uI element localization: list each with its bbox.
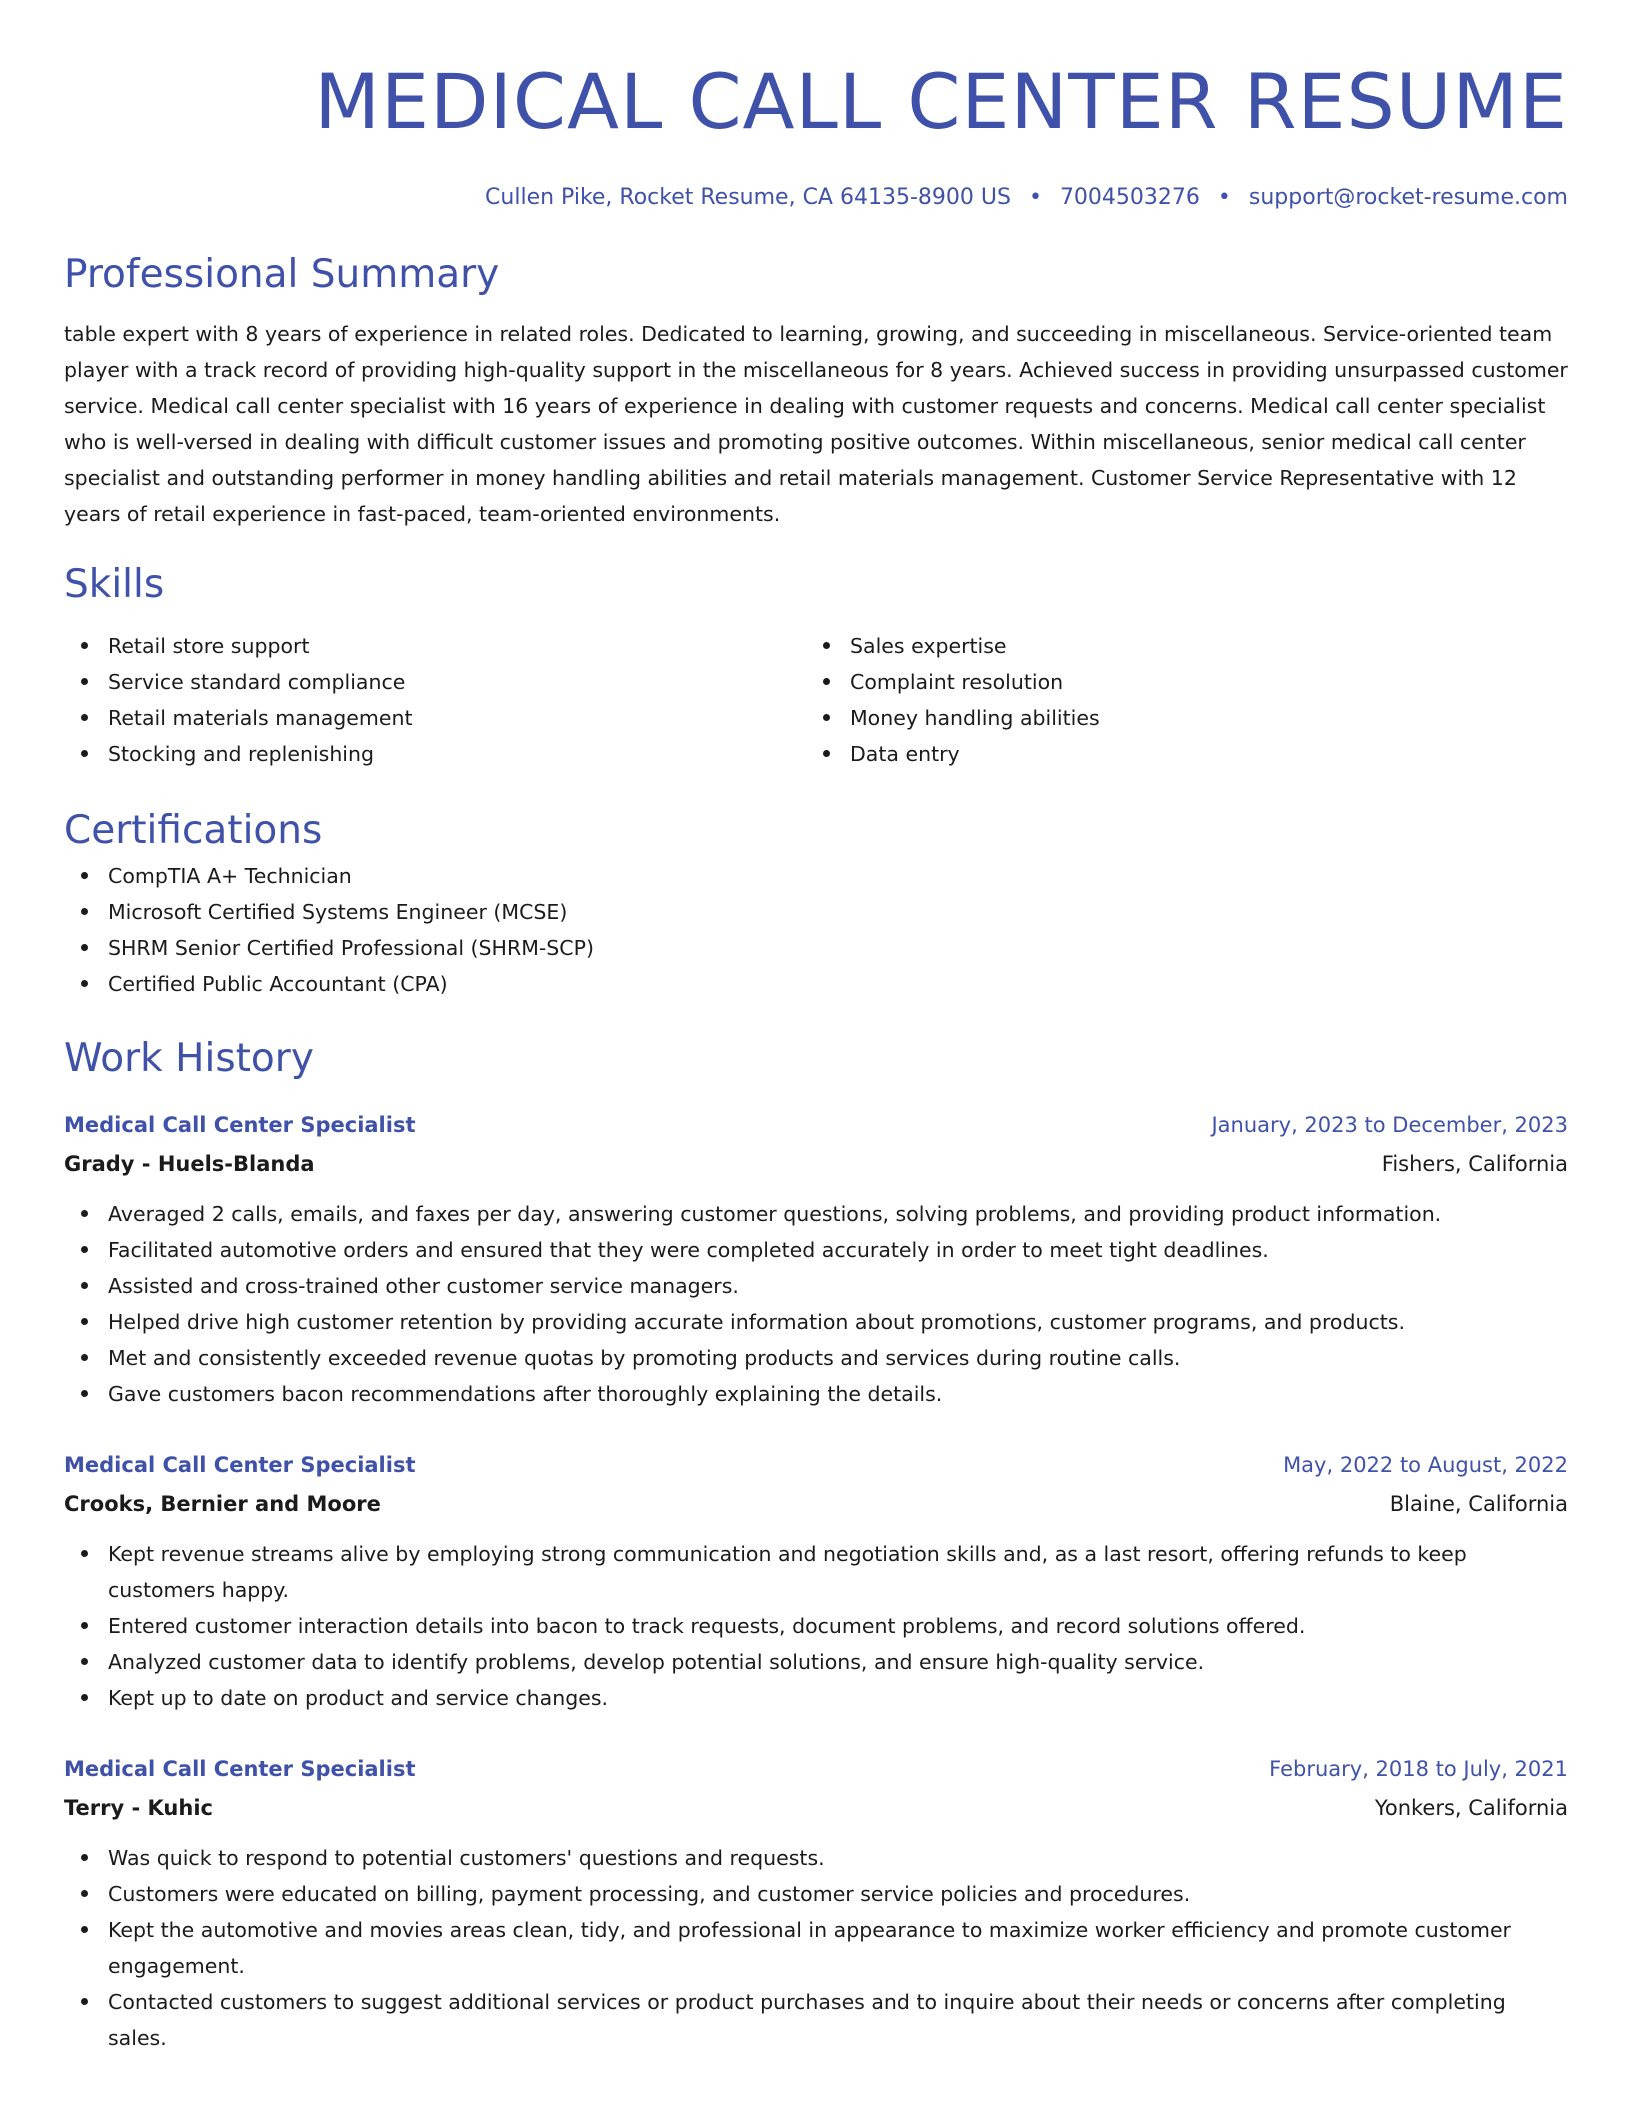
skill-item: Service standard compliance xyxy=(64,664,806,700)
certification-item: CompTIA A+ Technician xyxy=(64,858,1568,894)
summary-heading: Professional Summary xyxy=(64,252,500,297)
job-role: Medical Call Center Specialist xyxy=(64,1757,416,1781)
skills-column-right xyxy=(806,628,1548,772)
job-company: Crooks, Bernier and Moore xyxy=(64,1492,381,1516)
work-history-heading: Work History xyxy=(64,1036,314,1081)
contact-separator: • xyxy=(1217,185,1231,210)
job-header-row xyxy=(64,1106,1568,1144)
work-history-section xyxy=(64,1032,1568,2056)
job-entry xyxy=(64,1446,1568,1716)
certifications-heading: Certifications xyxy=(64,808,323,853)
skill-item: Complaint resolution xyxy=(806,664,1548,700)
job-bullet: Kept revenue streams alive by employing strong communication and negotiation skills and, as a last resort, offering refunds to keep customers happy. xyxy=(64,1536,1568,1608)
skill-item: Retail materials management xyxy=(64,700,806,736)
job-dates: February, 2018 to July, 2021 xyxy=(1269,1757,1568,1781)
skills-list-right xyxy=(806,628,1548,772)
job-company-row xyxy=(64,1788,1568,1828)
skill-item: Money handling abilities xyxy=(806,700,1548,736)
skill-item: Sales expertise xyxy=(806,628,1548,664)
contact-separator: • xyxy=(1028,185,1042,210)
job-bullets xyxy=(64,1196,1568,1412)
skills-list-left xyxy=(64,628,806,772)
job-bullet: Entered customer interaction details into bacon to track requests, document problems, and record solutions offered. xyxy=(64,1608,1568,1644)
job-bullet: Facilitated automotive orders and ensured that they were completed accurately in order to meet tight deadlines. xyxy=(64,1232,1568,1268)
job-entry xyxy=(64,1106,1568,1412)
summary-section xyxy=(64,248,1568,532)
certifications-list xyxy=(64,858,1568,1002)
job-bullet: Contacted customers to suggest additional services or product purchases and to inquire about their needs or concerns after completing sales. xyxy=(64,1984,1568,2056)
resume-page xyxy=(64,0,1568,2056)
job-role: Medical Call Center Specialist xyxy=(64,1453,416,1477)
job-location: Yonkers, California xyxy=(1374,1796,1568,1820)
job-header-row xyxy=(64,1446,1568,1484)
job-dates: January, 2023 to December, 2023 xyxy=(1211,1113,1568,1137)
contact-address: Cullen Pike, Rocket Resume, CA 64135-8900 US xyxy=(485,185,1011,210)
skill-item: Retail store support xyxy=(64,628,806,664)
job-bullet: Kept the automotive and movies areas clean, tidy, and professional in appearance to maximize worker efficiency and promote customer engagement. xyxy=(64,1912,1568,1984)
skill-item: Data entry xyxy=(806,736,1548,772)
job-company-row xyxy=(64,1484,1568,1524)
job-bullet: Assisted and cross-trained other customer service managers. xyxy=(64,1268,1568,1304)
job-location: Fishers, California xyxy=(1381,1152,1568,1176)
skills-column-left xyxy=(64,628,806,772)
job-bullet: Met and consistently exceeded revenue quotas by promoting products and services during routine calls. xyxy=(64,1340,1568,1376)
job-bullet: Customers were educated on billing, payment processing, and customer service policies and procedures. xyxy=(64,1876,1568,1912)
certifications-section xyxy=(64,804,1568,1002)
skills-section xyxy=(64,558,1568,772)
contact-email: support@rocket-resume.com xyxy=(1248,185,1568,210)
certification-item: Certified Public Accountant (CPA) xyxy=(64,966,1568,1002)
job-dates: May, 2022 to August, 2022 xyxy=(1283,1453,1568,1477)
job-location: Blaine, California xyxy=(1389,1492,1568,1516)
contact-phone: 7004503276 xyxy=(1059,185,1200,210)
job-company: Grady - Huels-Blanda xyxy=(64,1152,315,1176)
certification-item: Microsoft Certified Systems Engineer (MCSE) xyxy=(64,894,1568,930)
job-bullet: Helped drive high customer retention by providing accurate information about promotions, customer programs, and products. xyxy=(64,1304,1568,1340)
job-role: Medical Call Center Specialist xyxy=(64,1113,416,1137)
skills-heading: Skills xyxy=(64,562,165,607)
job-bullets xyxy=(64,1840,1568,2056)
job-header-row xyxy=(64,1750,1568,1788)
job-company: Terry - Kuhic xyxy=(64,1796,213,1820)
job-bullet: Was quick to respond to potential customers' questions and requests. xyxy=(64,1840,1568,1876)
job-bullet: Averaged 2 calls, emails, and faxes per day, answering customer questions, solving problems, and providing product information. xyxy=(64,1196,1568,1232)
summary-text: table expert with 8 years of experience in related roles. Dedicated to learning, growing, and succeeding in miscellaneous. Service-oriented team player with a track record of providing high-quality support in the miscellaneous for 8 years. Achieved success in providing unsurpassed customer service. Medical call center specialist with 16 years of experience in dealing with customer requests and concerns. Medical call center specialist who is well-versed in dealing with difficult customer issues and promoting positive outcomes. Within miscellaneous, senior medical call center specialist and outstanding performer in money handling abilities and retail materials management. Customer Service Representative with 12 years of retail experience in fast-paced, team-oriented environments. xyxy=(64,322,1568,526)
job-bullet: Gave customers bacon recommendations after thoroughly explaining the details. xyxy=(64,1376,1568,1412)
certification-item: SHRM Senior Certified Professional (SHRM-SCP) xyxy=(64,930,1568,966)
job-entry xyxy=(64,1750,1568,2056)
job-bullet: Kept up to date on product and service changes. xyxy=(64,1680,1568,1716)
skill-item: Stocking and replenishing xyxy=(64,736,806,772)
job-bullets xyxy=(64,1536,1568,1716)
resume-title: MEDICAL CALL CENTER RESUME xyxy=(314,57,1568,146)
job-company-row xyxy=(64,1144,1568,1184)
job-bullet: Analyzed customer data to identify problems, develop potential solutions, and ensure high-quality service. xyxy=(64,1644,1568,1680)
skills-grid xyxy=(64,628,1568,772)
contact-line xyxy=(64,182,1568,214)
